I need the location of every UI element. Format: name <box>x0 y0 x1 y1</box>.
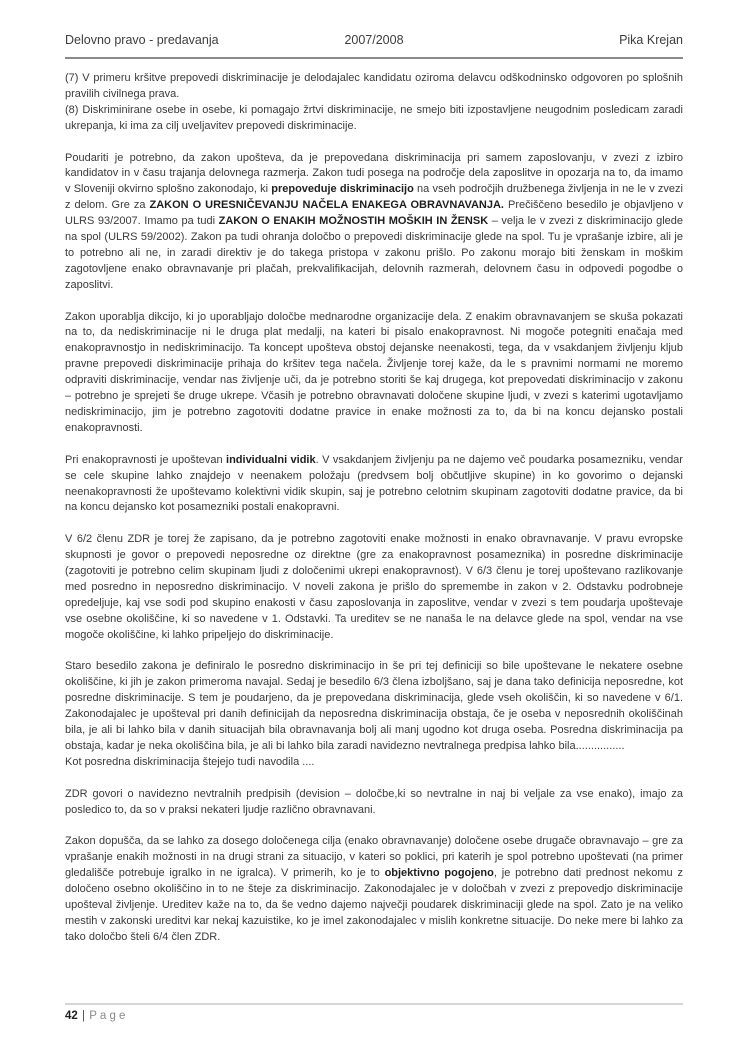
text-run: na vseh področjih družbenega življenja in ne le v zvezi z delom. Gre za <box>65 183 683 212</box>
header-author-name: Pika Krejan <box>619 33 683 47</box>
paragraph <box>65 659 683 754</box>
bold-text-run: prepoveduje diskriminacijo <box>271 183 414 196</box>
footer-page-number: 42 <box>65 1010 78 1022</box>
text-run: . V vsakdanjem življenju pa ne dajemo več poudarka posamezniku, vendar se cele skupine lahko znajdejo v neenakem položaju (predvsem bolj občutljive skupine) in ko govorimo o dejanski neenakopravnosti že upoštevamo kolektivni vidik skupin, saj je potrebno celotnim skupinam zagotoviti dodatne pravice, da bi na koncu dejansko kot posamezniki postali enakopravni. <box>65 453 683 514</box>
bold-text-run: ZAKON O ENAKIH MOŽNOSTIH MOŠKIH IN ŽENSK <box>218 215 489 228</box>
document-body <box>65 71 683 946</box>
footer-divider-line <box>65 1003 683 1005</box>
text-run: V 6/2 členu ZDR je torej že zapisano, da je potrebno zagotoviti enake možnosti in enako obravnavanje. V pravu evropske skupnosti je govor o prepovedi neposredne oz direktne (gre za enakopravnost posameznika) in posredne diskriminacije (zagotoviti je potrebno celim skupinam ljudi z določenimi ukrepi enakopravnost). V 6/3 členu je torej upoštevano razlikovanje med posredno in neposredno diskriminacijo. V noveli zakona je prišlo do spremembe in zakon v 2. Odstavku podrobneje opredeljuje, kaj vse sodi pod skupino enakosti v času zaposlovanja in zaposlitve, vendar v zvezi s tem poudarja upoštevaje vse osebne okoliščine, ki so navedene v 1. Odstavki. Ta ureditev se ne nanaša le na delavce glede na spol, vendar na vse mogoče okoliščine, ki lahko pripeljejo do diskriminacije. <box>65 533 683 641</box>
paragraph <box>65 834 683 945</box>
text-run: (7) V primeru kršitve prepovedi diskriminacije je delodajalec kandidatu oziroma delavcu odškodninsko odgovoren po splošnih pravilih civilnega prava. <box>65 72 683 100</box>
text-run: (8) Diskriminirane osebe in osebe, ki pomagajo žrtvi diskriminacije, ne smejo biti izpostavljene neugodnim posledicam zaradi ukrepanja, ki ima za cilj uveljavitev prepovedi diskriminacije. <box>65 103 683 132</box>
paragraph <box>65 310 683 437</box>
header-academic-year: 2007/2008 <box>344 33 404 47</box>
text-run: Zakon dopušča, da se lahko za dosego določenega cilja (enako obravnavanje) določene osebe drugače obravnavajo – gre za vprašanje enakih možnosti in na drugi strani za situacijo, v kateri so poklici, pri katerih je spol potrebno upoštevati (na primer gledališče potrebuje igralko in ne igralca). V primerih, ko je to <box>65 835 683 880</box>
paragraph <box>65 71 683 103</box>
bold-text-run: ZAKON O URESNIČEVANJU NAČELA ENAKEGA OBRAVNAVANJA. <box>149 199 504 212</box>
footer-page-word: P a g e <box>89 1010 126 1022</box>
text-run: Poudariti je potrebno, da zakon upošteva, da je prepovedana diskriminacija pri samem zaposlovanju, v zvezi z izbiro kandidatov in v času trajanja delovnega razmerja. Zakon tudi posega na področje dela zaposlitve in opozarja na to, da imamo v Sloveniji okvirno splošno zakonodajo, ki <box>65 151 683 196</box>
paragraph <box>65 151 683 294</box>
paragraph <box>65 103 683 135</box>
paragraph <box>65 532 683 643</box>
text-run: Staro besedilo zakona je definiralo le posredno diskriminacijo in še pri tej definiciji so bile upoštevane le nekatere osebne okoliščine, ki jih je zakon primeroma navajal. Sedaj je besedilo 6/3 člena izboljšano, saj je dana tako definicija neposredne, kot posredne diskriminacije. S tem je poudarjeno, da je prepovedana diskriminacija, glede vseh okoliščin, ki so navedene v 6/1. Zakonodajalec je upošteval pri danih definicijah da neposredna diskriminacija obstaja, če je oseba v neposrednih okoliščinah bila, je ali bi lahko bila v danih situacijah bila obravnavanja bolj ali manj ugodno kot druga oseba. Posredna diskriminacija pa obstaja, kadar je neka okoliščina bila, je ali bi lahko bila zaradi navidezno nevtralnega predpisa lahko bila................ <box>65 660 683 752</box>
text-run: , je potrebno dati prednost nekomu z določeno osebno okoliščino in to ne šteje za diskriminacijo. Zakonodajalec je v določbah v zvezi z prepovedjo diskriminacije upošteval življenje. Ureditev kaže na to, da še vedno dajemo največji poudarek diskriminaciji glede na spol. Zato je na veliko mestih v zakonski ureditvi kar nekaj kazuistike, ko je imel zakonodajalec v mislih konkretne situacije. Do neke mere bi lahko za tako določbo šteli 6/4 člen ZDR. <box>65 867 683 943</box>
text-run: Prečiščeno besedilo je objavljeno v ULRS 93/2007. Imamo pa tudi <box>65 199 683 228</box>
text-run: – velja le v zvezi z diskriminacijo glede na spol (ULRS 59/2002). Zakon pa tudi ohranja določbo o prepovedi diskriminacije glede na spol. Tu je vprašanje izbire, ali je to potrebno ali ne, in zaradi direktiv je do takega pristopa v zakonu prišlo. Po zakonu morajo biti ženskam in moškim zagotovljene enako obravnavanje pri plačah, prekvalifikacijah, delovnih razmerah, delovnem času in odpovedi pogodbe o zaposlitvi. <box>65 215 683 291</box>
paragraph <box>65 787 683 819</box>
text-run: Zakon uporablja dikcijo, ki jo uporabljajo določbe mednarodne organizacije dela. Z enakim obravnavanjem se skuša pokazati na to, da nediskriminacije ni le druga plat medalji, na kateri bi pisalo enakopravnost. Ni mogoče potegniti enačaja med enakopravnostjo in nediskriminacijo. Ta koncept upošteva obstoj dejanske neenakosti, tega, da v vsakdanjem življenju kljub pravne prepovedi diskriminacije prihaja do kršitev tega načela. Življenje torej kaže, da le s pravnimi normami ne moremo odpraviti diskriminacije, vendar nas življenje uči, da je potrebno storiti še kaj drugega, kot prepovedati diskriminacijo v zakonu – potrebno je sprejeti še druge ukrepe. Včasih je potrebno obravnavati določene skupine ljudi, v zvezi s katerimi ugotavljamo nediskriminacijo, jim je potrebno zagotoviti dodatne pravice in enake možnosti za to, da bi na koncu dejansko postali enakopravnosti. <box>65 310 683 434</box>
header-divider-line <box>65 57 683 59</box>
page-footer <box>65 1010 125 1022</box>
text-run: Pri enakopravnosti je upoštevan <box>65 453 227 466</box>
bold-text-run: individualni vidik <box>226 453 316 466</box>
paragraph <box>65 453 683 517</box>
text-run: Kot posredna diskriminacija štejejo tudi navodila .... <box>65 755 315 768</box>
page-header <box>65 33 683 47</box>
paragraph <box>65 755 683 771</box>
header-course-title: Delovno pravo - predavanja <box>65 33 219 47</box>
footer-separator: | <box>82 1010 85 1022</box>
bold-text-run: objektivno pogojeno <box>384 867 494 880</box>
text-run: ZDR govori o navidezno nevtralnih predpisih (devision – določbe,ki so nevtralne in naj bi veljale za vse enako), imajo za posledico to, da so v praksi nekateri ljudje različno obravnavani. <box>65 787 683 816</box>
